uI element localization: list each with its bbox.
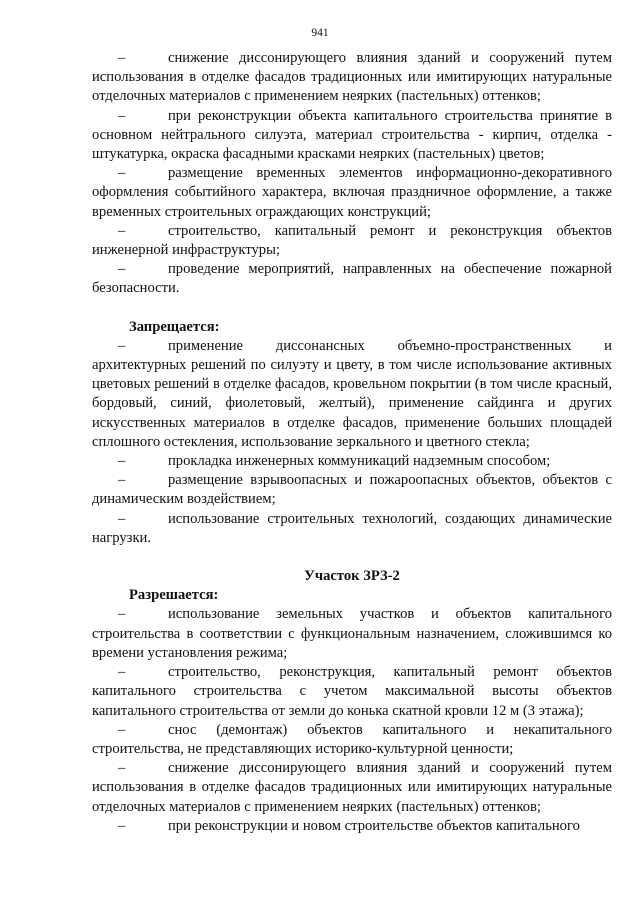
allowed-heading: Разрешается:	[129, 587, 219, 604]
dash-bullet: –	[118, 453, 126, 470]
dash-bullet: –	[118, 165, 126, 182]
list-item	[92, 471, 612, 509]
list-item-text: прокладка инженерных коммуникаций надземным способом;	[168, 453, 551, 470]
dash-bullet: –	[118, 606, 126, 623]
dash-bullet: –	[118, 107, 126, 124]
list-item	[92, 164, 612, 222]
list-item	[92, 49, 612, 107]
dash-bullet: –	[118, 817, 126, 834]
list-item	[92, 817, 612, 836]
list-item-text: снижение диссонирующего влияния зданий и сооружений путем использования в отделке фасадов традиционных или имитирующих натуральные отделочных материалов с применением неярких (пастельных) оттенков;	[92, 760, 612, 815]
list-item	[92, 260, 612, 298]
dash-bullet: –	[118, 50, 126, 66]
section-title: Участок ЗРЗ-2	[304, 568, 400, 585]
dash-bullet: –	[118, 472, 126, 489]
prohibited-heading: Запрещается:	[129, 318, 220, 335]
list-item-text: снос (демонтаж) объектов капитального и некапитального строительства, не представляющих историко-культурной ценности;	[92, 721, 612, 757]
dash-bullet: –	[118, 664, 126, 681]
spacer	[92, 299, 612, 318]
list-item-text: размещение временных элементов информационно-декоративного оформления событийного характера, включая праздничное оформление, а также временных строительных ограждающих конструкций;	[92, 165, 612, 220]
dash-bullet: –	[118, 760, 126, 777]
list-item-text: использование строительных технологий, создающих динамические нагрузки.	[92, 510, 612, 546]
list-item	[92, 721, 612, 759]
list-item-text: снижение диссонирующего влияния зданий и сооружений путем использования в отделке фасадов традиционных или имитирующих натуральные отделочных материалов с применением неярких (пастельных) оттенков;	[92, 50, 612, 105]
list-item-text: применение диссонансных объемно-пространственных и архитектурных решений по силуэту и цвету, в том числе использование активных цветовых решений в отделке фасадов, кровельном покрытии (в том числе красный, бордовый, синий, фиолетовый, желтый), применение сайдинга и других искусственных материалов в отделке фасадов, применение больших площадей сплошного остекления, использование зеркального и цветного стекла;	[92, 337, 612, 450]
document-body	[92, 49, 612, 836]
dash-bullet: –	[118, 721, 126, 738]
list-item-text: размещение взрывоопасных и пожароопасных объектов, объектов с динамическим воздействием;	[92, 472, 612, 508]
list-item	[92, 510, 612, 548]
spacer	[92, 548, 612, 567]
dash-bullet: –	[118, 261, 126, 278]
dash-bullet: –	[118, 222, 126, 239]
page-number: 941	[311, 27, 329, 39]
list-item-text: строительство, реконструкция, капитальный ремонт объектов капитального строительства с учетом максимальной высоты объектов капитального строительства от земли до конька скатной кровли 12 м (3 этажа);	[92, 664, 612, 719]
list-item	[92, 663, 612, 721]
list-item-text: при реконструкции и новом строительстве объектов капитального	[168, 817, 580, 834]
list-item	[92, 452, 612, 471]
list-item	[92, 337, 612, 452]
list-item-text: использование земельных участков и объектов капитального строительства в соответствии с функциональным назначением, сложившимся ко времени установления режима;	[92, 606, 612, 661]
list-item-text: строительство, капитальный ремонт и реконструкция объектов инженерной инфраструктуры;	[92, 222, 612, 259]
list-item	[92, 605, 612, 663]
dash-bullet: –	[118, 510, 126, 527]
list-item	[92, 107, 612, 165]
dash-bullet: –	[118, 337, 126, 354]
list-item-text: при реконструкции объекта капитального строительства принятие в основном нейтрального силуэта, материал строительства - кирпич, отделка - штукатурка, окраска фасадными красками неярких (пастельных) цветов;	[92, 107, 612, 163]
list-item	[92, 222, 612, 260]
list-item	[92, 759, 612, 817]
list-item-text: проведение мероприятий, направленных на обеспечение пожарной безопасности.	[92, 261, 612, 297]
